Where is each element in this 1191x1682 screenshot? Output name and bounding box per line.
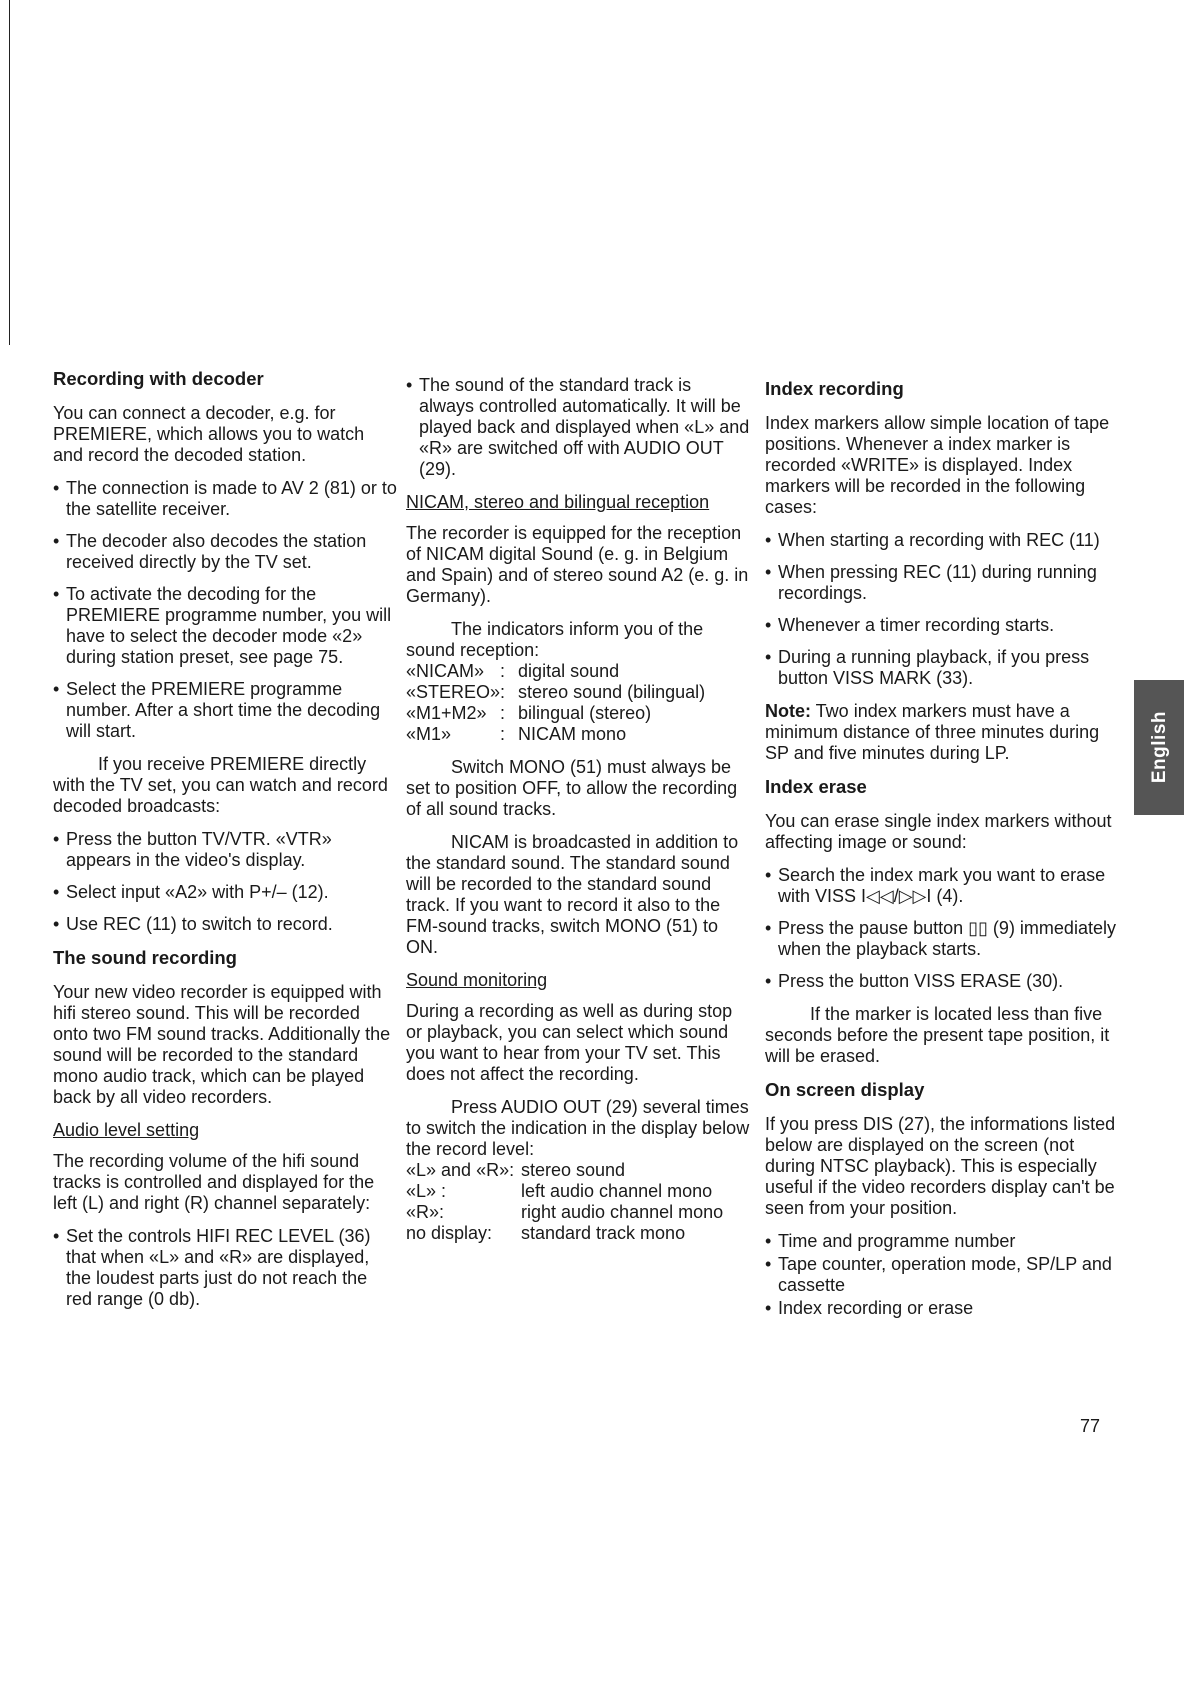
bullet-icon: •	[765, 562, 772, 582]
list-item: • The connection is made to AV 2 (81) or to the satellite receiver.	[53, 478, 397, 519]
table-row: «NICAM» : digital sound	[406, 661, 620, 681]
sound-intro: Your new video recorder is equipped with hifi stereo sound. This will be recorded onto two FM sound tracks. Additionally the sound will be recorded to the standard mono audio track, which can be played back by all video recorders.	[53, 982, 391, 1107]
bullet-icon: •	[765, 647, 772, 667]
nicam-para-3: Switch MONO (51) must always be set to position OFF, to allow the recording of all sound tracks.	[406, 757, 738, 819]
audio-level-para: The recording volume of the hifi sound tracks is controlled and displayed for the left (L) and right (R) channel separately:	[53, 1151, 375, 1213]
nicam-para-4: NICAM is broadcasted in addition to the standard sound. The standard sound will be recorded to the standard sound track. If you want to record it also to the FM-sound tracks, switch MONO (51) to ON.	[406, 832, 739, 957]
standard-track-bullet	[406, 375, 751, 480]
list-item: • When pressing REC (11) during running recordings.	[765, 562, 1097, 603]
index-erase-para: If the marker is located less than five seconds before the present tape position, it will be erased.	[765, 1004, 1110, 1066]
list-item: • Press the pause button ▯▯ (9) immediately when the playback starts.	[765, 918, 1116, 959]
list-item: • Press the button VISS ERASE (30).	[765, 971, 1064, 991]
table-row: «R»: right audio channel mono	[406, 1202, 724, 1222]
table-row: «L» : left audio channel mono	[406, 1181, 713, 1201]
list-item: • Whenever a timer recording starts.	[765, 615, 1055, 635]
table-row: no display: standard track mono	[406, 1223, 686, 1243]
note-label: Note:	[765, 701, 811, 721]
osd-intro: If you press DIS (27), the informations listed below are displayed on the screen (not during NTSC playback). This is especially useful if the video recorders display can't be seen from your position.	[765, 1114, 1116, 1218]
audio-level-bullet-list	[53, 1226, 398, 1310]
list-item: • Select input «A2» with P+/– (12).	[53, 882, 329, 902]
index-erase-bullet-list	[765, 865, 1125, 992]
list-item: • Press the button TV/VTR. «VTR» appears in the video's display.	[53, 829, 332, 870]
bullet-icon: •	[53, 584, 60, 604]
monitoring-para-2: Press AUDIO OUT (29) several times to switch the indication in the display below the record level:	[406, 1097, 750, 1159]
list-item: • Index recording or erase	[765, 1298, 974, 1318]
nicam-para-1: The recorder is equipped for the reception of NICAM digital Sound (e. g. in Belgium and Spain) and of stereo sound A2 (e. g. in Germany).	[406, 523, 749, 606]
bullet-icon: •	[765, 971, 772, 991]
column-2	[406, 375, 751, 1256]
bullet-icon: •	[406, 375, 413, 395]
bullet-icon: •	[53, 679, 60, 699]
bullet-icon: •	[53, 829, 60, 849]
index-erase-intro: You can erase single index markers without affecting image or sound:	[765, 811, 1112, 852]
decoder-bullet-list-2	[53, 829, 398, 935]
heading-index-recording: Index recording	[765, 378, 904, 399]
decoder-bullet-list	[53, 478, 398, 742]
heading-on-screen-display: On screen display	[765, 1079, 925, 1100]
subheading-sound-monitoring: Sound monitoring	[406, 970, 548, 990]
index-recording-intro: Index markers allow simple location of tape positions. Whenever a index marker is recorded «WRITE» is displayed. Index markers will be recorded in the following cases:	[765, 413, 1110, 517]
list-item: • To activate the decoding for the PREMIERE programme number, you will have to select the decoder mode «2» during station preset, see page 75.	[53, 584, 392, 667]
bullet-icon: •	[765, 865, 772, 885]
display-level-table	[406, 1160, 723, 1244]
bullet-icon: •	[765, 1254, 772, 1274]
list-item: • Search the index mark you want to erase with VISS I◁◁/▷▷I (4).	[765, 865, 1106, 906]
decoder-intro: You can connect a decoder, e.g. for PREMIERE, which allows you to watch and record the decoded station.	[53, 403, 365, 465]
column-1	[53, 368, 398, 1322]
bullet-icon: •	[53, 882, 60, 902]
bullet-icon: •	[765, 1231, 772, 1251]
page-number: 77	[1080, 1416, 1101, 1436]
list-item: • Set the controls HIFI REC LEVEL (36) that when «L» and «R» are displayed, the loudest parts just do not reach the red range (0 db).	[53, 1226, 371, 1309]
table-row: «M1+M2» : bilingual (stereo)	[406, 703, 652, 723]
bullet-icon: •	[765, 1298, 772, 1318]
list-item: • When starting a recording with REC (11)	[765, 530, 1100, 550]
list-item: • During a running playback, if you press button VISS MARK (33).	[765, 647, 1090, 688]
bullet-icon: •	[765, 918, 772, 938]
nicam-para-2: The indicators inform you of the sound reception:	[406, 619, 704, 660]
list-item: • The sound of the standard track is always controlled automatically. It will be played back and displayed when «L» and «R» are switched off with AUDIO OUT (29).	[406, 375, 750, 479]
heading-index-erase: Index erase	[765, 776, 867, 797]
note-text: Two index markers must have a minimum distance of three minutes during SP and five minutes during LP.	[765, 701, 1100, 763]
scan-edge-line	[9, 0, 10, 345]
language-side-tab	[1134, 680, 1184, 815]
table-row: «L» and «R»: stereo sound	[406, 1160, 626, 1180]
table-row: «STEREO» : stereo sound (bilingual)	[406, 682, 706, 702]
decoder-para-direct: If you receive PREMIERE directly with the TV set, you can watch and record decoded broadcasts:	[53, 754, 388, 816]
indicator-table	[406, 661, 705, 745]
bullet-icon: •	[53, 531, 60, 551]
language-tab-label: English	[1148, 711, 1170, 784]
subheading-nicam: NICAM, stereo and bilingual reception	[406, 492, 710, 512]
list-item: • Tape counter, operation mode, SP/LP and cassette	[765, 1254, 1112, 1295]
bullet-icon: •	[53, 1226, 60, 1246]
heading-sound-recording: The sound recording	[53, 947, 237, 968]
index-recording-bullet-list	[765, 530, 1125, 689]
bullet-icon: •	[765, 615, 772, 635]
bullet-icon: •	[53, 914, 60, 934]
monitoring-para-1: During a recording as well as during stop or playback, you can select which sound you want to hear from your TV set. This does not affect the recording.	[406, 1001, 733, 1084]
list-item: • The decoder also decodes the station received directly by the TV set.	[53, 531, 367, 572]
list-item: • Select the PREMIERE programme number. After a short time the decoding will start.	[53, 679, 381, 741]
heading-recording-with-decoder: Recording with decoder	[53, 368, 264, 389]
osd-bullet-list	[765, 1231, 1125, 1319]
bullet-icon: •	[53, 478, 60, 498]
index-note	[765, 701, 1125, 764]
subheading-audio-level: Audio level setting	[53, 1120, 200, 1140]
bullet-icon: •	[765, 530, 772, 550]
list-item: • Use REC (11) to switch to record.	[53, 914, 333, 934]
list-item: • Time and programme number	[765, 1231, 1016, 1251]
column-3	[765, 378, 1125, 1331]
table-row: «M1» : NICAM mono	[406, 724, 627, 744]
